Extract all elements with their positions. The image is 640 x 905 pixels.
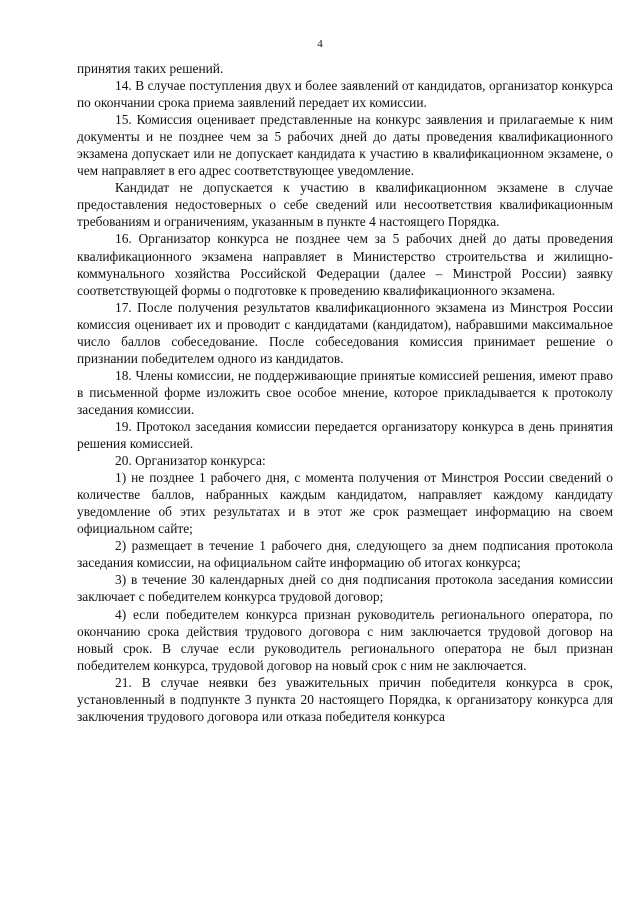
paragraph-19: 19. Протокол заседания комиссии передается организатору конкурса в день принятия решения комиссией. xyxy=(77,418,613,452)
paragraph-15: 15. Комиссия оценивает представленные на конкурс заявления и прилагаемые к ним документы и не позднее чем за 5 рабочих дней до даты проведения квалификационного экзамена допускает или не допускает кандидата к участию в квалификационном экзамене, о чем направляет в его адрес соответствующее уведомление. xyxy=(77,112,613,179)
paragraph-20-item-4: 4) если победителем конкурса признан руководитель регионального оператора, по окончанию срока действия трудового договора с ним заключается трудовой договор на новый срок. В случае если руководитель регионального оператора не был признан победителем конкурса, трудовой договор на новый срок с ним не заключается. xyxy=(77,606,613,673)
document-body xyxy=(77,60,613,725)
page-number: 4 xyxy=(317,38,323,50)
paragraph-17: 17. После получения результатов квалификационного экзамена из Минстроя России комиссия оценивает их и проводит с кандидатами (кандидатом), набравшими максимальное число баллов собеседование. После собеседования комиссия принимает решение о признании победителем одного из кандидатов. xyxy=(77,299,613,366)
paragraph-20-item-2: 2) размещает в течение 1 рабочего дня, следующего за днем подписания протокола заседания комиссии, на официальном сайте информацию об итогах конкурса; xyxy=(77,538,613,571)
paragraph-21: 21. В случае неявки без уважительных причин победителя конкурса в срок, установленный в подпункте 3 пункта 20 настоящего Порядка, к организатору конкурса для заключения трудового договора или отказа победителя конкурса xyxy=(77,674,613,724)
paragraph-16: 16. Организатор конкурса не позднее чем за 5 рабочих дней до даты проведения квалификационного экзамена направляет в Министерство строительства и жилищно-коммунального хозяйства Российской Федерации (далее – Минстрой России) заявку соответствующей формы о подготовке к проведению квалификационного экзамена. xyxy=(77,231,613,298)
paragraph-20-item-1: 1) не позднее 1 рабочего дня, с момента получения от Минстроя России сведений о количестве баллов, набранных каждым кандидатом, направляет каждому кандидату уведомление об этих результатах и в этот же срок размещает информацию на своем официальном сайте; xyxy=(77,470,613,537)
paragraph-20: 20. Организатор конкурса: xyxy=(115,453,266,469)
paragraph-18: 18. Члены комиссии, не поддерживающие принятые комиссией решения, имеют право в письменной форме изложить свое особое мнение, которое прикладывается к протоколу заседания комиссии. xyxy=(77,367,613,417)
paragraph-14: 14. В случае поступления двух и более заявлений от кандидатов, организатор конкурса по окончании срока приема заявлений передает их комиссии. xyxy=(77,78,613,111)
paragraph: принятия таких решений. xyxy=(77,61,224,76)
paragraph-20-item-3: 3) в течение 30 календарных дней со дня подписания протокола заседания комиссии заключает с победителем конкурса трудовой договор; xyxy=(77,572,613,605)
paragraph-15-continued: Кандидат не допускается к участию в квалификационном экзамене в случае предоставления недостоверных о себе сведений или несоответствия квалификационным требованиям и ограничениям, указанным в пункте 4 настоящего Порядка. xyxy=(77,180,613,230)
